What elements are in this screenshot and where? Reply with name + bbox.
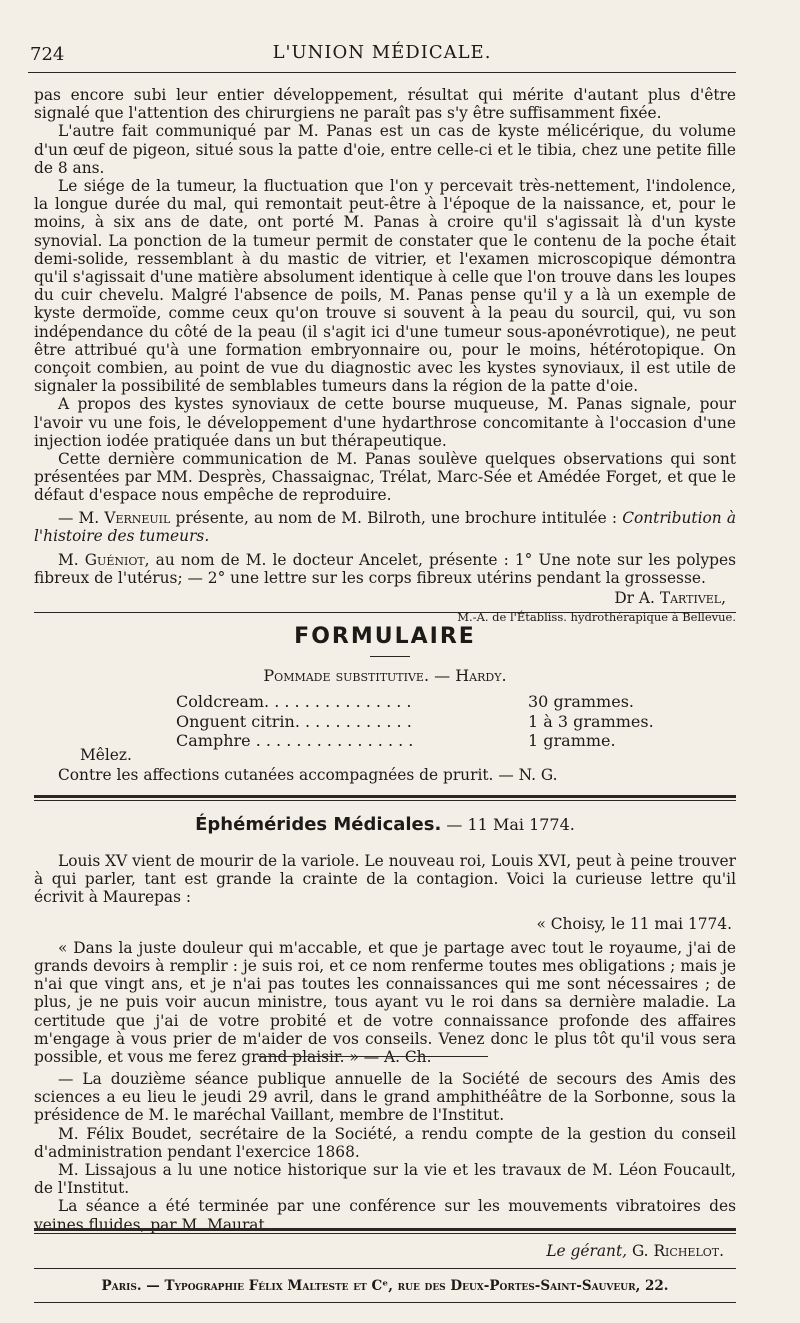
article-paragraph: M. Guéniot, au nom de M. le docteur Ancelet, présente : 1° Une note sur les polypes fibreux de l'utérus; — 2° une lettre sur les corps fibreux utérins pendant la grossesse.: [34, 551, 736, 588]
page-number: 724: [30, 44, 65, 65]
article-paragraph: Le siége de la tumeur, la fluctuation que l'on y percevait très-nettement, l'indolence, la longue durée du mal, qui remontait peut-être à l'époque de la naissance, et, pour le moins, à six ans de date, ont porté M. Panas à croire qu'il s'agissait là d'un kyste synovial. La ponction de la tumeur permit de constater que le contenu de la poche était demi-solide, ressemblant à du mastic de vitrier, et l'examen microscopique démontra qu'il s'agissait d'une matière absolument identique à celle que l'on trouve dans les loupes du cuir chevelu. Malgré l'absence de poils, M. Panas pense qu'il y a là un exemple de kyste dermoïde, comme ceux qu'on trouve si souvent à la peau du sourcil, qui, vu son indépendance du côté de la peau (il s'agit ici d'une tumeur sous-aponévrotique), ne peut être attribué qu'à une formation embryonnaire ou, pour le moins, hétérotopique. On conçoit combien, au point de vue du diagnostic avec les kystes synoviaux, il est utile de signaler la possibilité de semblables tumeurs dans la région de la patte d'oie.: [34, 177, 736, 396]
ingredient-row: [176, 692, 696, 712]
footer-rule: [34, 1302, 736, 1303]
ingredient-row: [176, 731, 696, 751]
news-paragraph: La séance a été terminée par une conférence sur les mouvements vibratoires des veines fluides, par M. Maurat.: [34, 1197, 736, 1234]
ephemerides-date: — 11 Mai 1774.: [441, 815, 575, 834]
article-paragraph: — M. Verneuil présente, au nom de M. Bilroth, une brochure intitulée : Contribution à l'histoire des tumeurs.: [34, 508, 737, 545]
short-rule: [258, 1056, 488, 1057]
running-header: [28, 38, 736, 68]
recipe-ingredients: [176, 692, 696, 751]
recipe-usage: Contre les affections cutanées accompagnées de prurit. — N. G.: [58, 766, 558, 784]
section-rule: [34, 612, 736, 613]
footer-rule: [34, 1233, 736, 1234]
article-paragraph: L'autre fait communiqué par M. Panas est un cas de kyste mélicérique, du volume d'un œuf de pigeon, situé sous la patte d'oie, entre celle-ci et le tibia, chez une petite fille de 8 ans.: [34, 122, 736, 177]
article-paragraph: pas encore subi leur entier développement, résultat qui mérite d'autant plus d'être signalé que l'attention des chirurgiens ne paraît pas s'y être suffisamment fixée.: [34, 86, 736, 123]
news-paragraph: — La douzième séance publique annuelle de la Société de secours des Amis des sciences a eu lieu le jeudi 29 avril, dans le grand amphithéâtre de la Sorbonne, sous la présidence de M. le maréchal Vaillant, membre de l'Institut.: [34, 1070, 736, 1125]
ingredient-name: Onguent citrin. . . . . . . . . . . .: [176, 711, 412, 731]
footer-rule-thick: [34, 1228, 736, 1231]
ingredient-row: [176, 712, 696, 732]
short-rule: [370, 656, 410, 657]
gerant-name: G. Richelot.: [627, 1242, 724, 1260]
ingredient-dose: 1 gramme.: [528, 731, 616, 750]
signature-affiliation: M.-A. de l'Établiss. hydrothérapique à Bellevue.: [457, 609, 736, 624]
news-paragraph: M. Félix Boudet, secrétaire de la Société, a rendu compte de la gestion du conseil d'administration pendant l'exercice 1868.: [34, 1124, 736, 1161]
news-body: [34, 1070, 736, 1234]
ephemerides-title: Éphémérides Médicales.: [195, 814, 442, 835]
ingredient-dose: 1 à 3 grammes.: [528, 711, 654, 731]
article-paragraph: A propos des kystes synoviaux de cette bourse muqueuse, M. Panas signale, pour l'avoir vu une fois, le développement d'une hydarthrose concomitante à l'occasion d'une injection iodée pratiquée dans un but thérapeutique.: [34, 395, 736, 450]
footer-rule: [34, 1268, 736, 1269]
imprint: Paris. — Typographie Félix Malteste et Cᵉ, rue des Deux-Portes-Saint-Sauveur, 22.: [101, 1278, 669, 1294]
gerant-line: [34, 1242, 724, 1260]
header-rule: [28, 72, 736, 73]
letter-text: « Dans la juste douleur qui m'accable, et que je partage avec tout le royaume, j'ai de grands devoirs à remplir : je suis roi, et ce nom renferme toutes mes obligations ; mais je n'ai que vingt ans, et je n'ai pas toutes les connaissances qui me sont nécessaires ; de plus, je ne puis voir aucun ministre, tous ayant vu le roi dans sa dernière maladie. La certitude que j'ai de votre probité et de votre connaissance profonde des affaires m'engage à vous prier de m'aider de vos conseils. Venez donc le plus tôt qu'il vous sera possible, et vous me ferez grand plaisir. » — A. Ch.: [34, 938, 736, 1067]
formulaire-heading: FORMULAIRE: [294, 624, 476, 649]
ephemerides-intro: Louis XV vient de mourir de la variole. Le nouveau roi, Louis XVI, peut à peine trouver à qui parler, tant est grande la crainte de la contagion. Voici la curieuse lettre qu'il écrivit à Maurepas :: [34, 852, 736, 907]
ephemerides-body: [34, 852, 736, 1066]
article-paragraph: Cette dernière communication de M. Panas soulève quelques observations qui sont présentées par MM. Desprès, Chassaignac, Trélat, Marc-Sée et Amédée Forget, et que le défaut d'espace nous empêche de reproduire.: [34, 450, 736, 505]
author-name: Guéniot: [84, 551, 145, 570]
ingredient-name: Camphre . . . . . . . . . . . . . . . .: [176, 731, 414, 750]
ingredient-dose: 30 grammes.: [528, 692, 634, 711]
ingredient-name: Coldcream. . . . . . . . . . . . . . .: [176, 692, 412, 711]
gerant-label: Le gérant,: [546, 1242, 628, 1260]
signature: Dr A. Tartivel,: [614, 589, 726, 608]
recipe-instruction: Mêlez.: [80, 746, 132, 764]
letter-dateline: « Choisy, le 11 mai 1774.: [536, 914, 732, 933]
section-rule-thick: [34, 795, 736, 798]
journal-title: L'UNION MÉDICALE.: [272, 42, 492, 63]
recipe-title: Pommade substitutive. — Hardy.: [263, 666, 507, 685]
ephemerides-heading: [34, 814, 736, 835]
book-title: Contribution à l'histoire des tumeurs.: [34, 508, 737, 545]
news-paragraph: M. Lissajous a lu une notice historique sur la vie et les travaux de M. Léon Foucault, de l'Institut.: [34, 1161, 736, 1198]
section-rule: [34, 800, 736, 801]
article-body: [34, 86, 736, 626]
author-name: Verneuil: [104, 508, 171, 527]
